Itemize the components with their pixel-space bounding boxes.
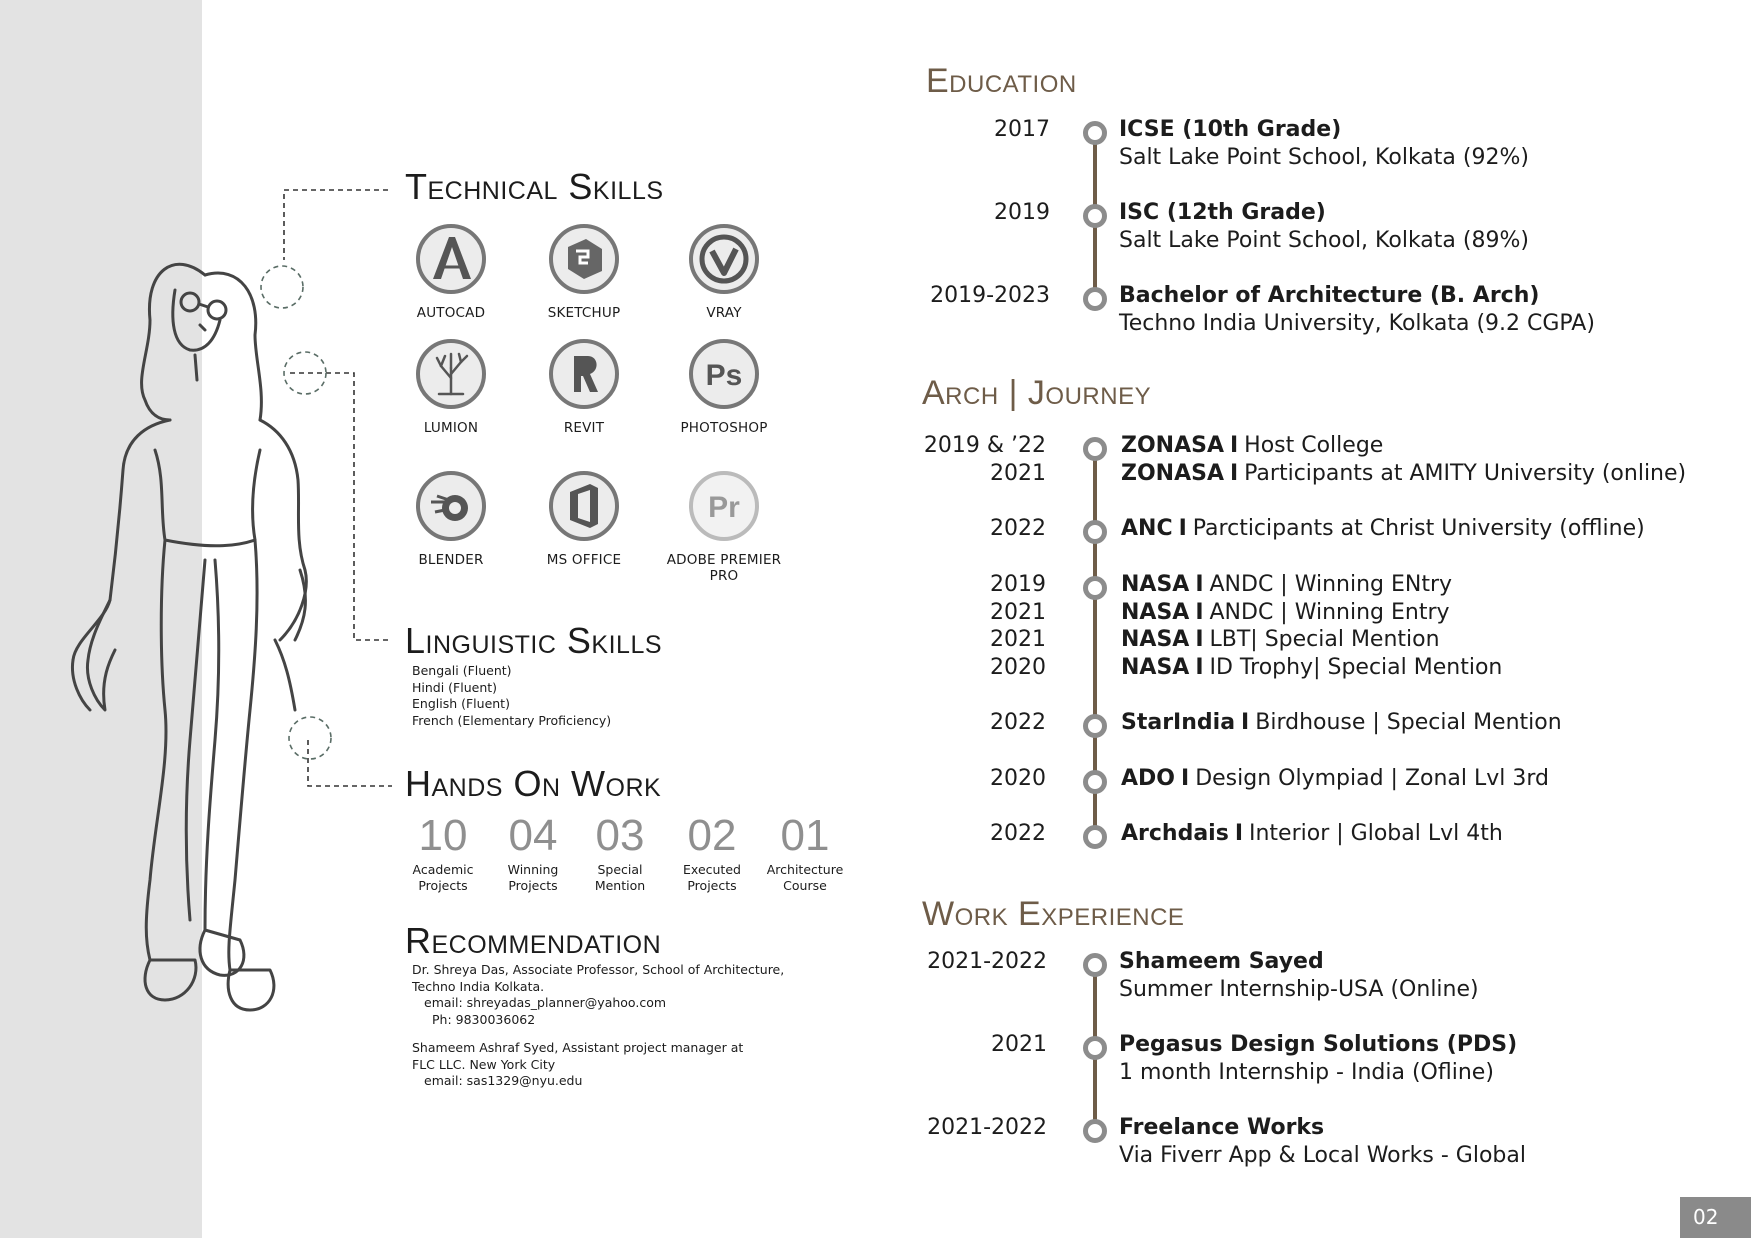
stat-caption: Projects	[687, 878, 737, 893]
timeline-dot	[1083, 287, 1107, 311]
svg-text:Pr: Pr	[708, 491, 740, 524]
work-employer: Shameem Sayed	[1119, 949, 1324, 974]
journey-org: NASA	[1121, 572, 1190, 597]
journey-entry	[1121, 432, 1383, 460]
technical-skills-title: Technical Skills	[405, 166, 664, 207]
revit-icon	[548, 338, 620, 410]
skill-label: SKETCHUP	[547, 305, 621, 321]
language-item: Hindi (Fluent)	[412, 679, 498, 695]
page-number: 02	[1693, 1205, 1719, 1229]
work-employer: Freelance Works	[1119, 1115, 1325, 1140]
journey-year: 2019	[990, 572, 1046, 597]
education-degree: ICSE (10th Grade)	[1119, 117, 1342, 142]
work-detail: Via Fiverr App & Local Works - Global	[1119, 1143, 1526, 1168]
journey-year: 2020	[990, 655, 1046, 680]
timeline-dot	[1083, 825, 1107, 849]
skill-lumion	[386, 338, 516, 436]
timeline-dot	[1083, 1119, 1107, 1143]
work-year: 2021-2022	[927, 949, 1047, 974]
language-item: French (Elementary Proficiency)	[412, 712, 612, 728]
education-degree: Bachelor of Architecture (B. Arch)	[1119, 283, 1540, 308]
education-detail: Techno India University, Kolkata (9.2 CGPA)	[1119, 311, 1595, 336]
rec-line: Dr. Shreya Das, Associate Professor, School of Architecture,	[412, 962, 785, 977]
skill-label: VRAY	[706, 305, 742, 321]
work-entry	[1119, 1114, 1526, 1170]
timeline-dot	[1083, 520, 1107, 544]
journey-entry	[1121, 571, 1452, 599]
lumion-icon	[415, 338, 487, 410]
journey-text: LBT| Special Mention	[1209, 627, 1440, 652]
journey-year: 2021	[990, 461, 1046, 486]
journey-entry	[1121, 599, 1450, 627]
hands-on-work-title: Hands On Work	[405, 763, 662, 804]
journey-text: Parcticipants at Christ University (offline)	[1192, 516, 1645, 541]
stat-winning-projects	[485, 811, 581, 894]
education-title: Education	[926, 62, 1077, 100]
journey-separator: I	[1241, 710, 1250, 735]
autocad-icon	[415, 223, 487, 295]
skill-label: LUMION	[423, 420, 479, 436]
skill-premiere-pro	[659, 470, 789, 584]
journey-separator: I	[1229, 461, 1239, 486]
photoshop-icon	[688, 338, 760, 410]
rec-line: Shameem Ashraf Syed, Assistant project manager at	[412, 1040, 744, 1055]
education-detail: Salt Lake Point School, Kolkata (92%)	[1119, 145, 1529, 170]
journey-entry	[1121, 460, 1686, 488]
person-line-art-illustration	[55, 240, 355, 1080]
work-employer: Pegasus Design Solutions (PDS)	[1119, 1032, 1518, 1057]
stat-caption: Course	[783, 878, 827, 893]
stat-caption: Executed	[683, 862, 741, 877]
svg-text:Ps: Ps	[705, 359, 743, 392]
stat-caption: Projects	[508, 878, 558, 893]
journey-text: Participants at AMITY University (online)	[1244, 461, 1687, 486]
journey-org: ANC	[1121, 516, 1173, 541]
timeline-dot	[1083, 953, 1107, 977]
stat-executed-projects	[664, 811, 760, 894]
stat-academic-projects	[395, 811, 491, 894]
journey-entry	[1121, 709, 1562, 737]
work-entry	[1119, 1031, 1517, 1087]
skill-photoshop	[659, 338, 789, 436]
skill-revit	[519, 338, 649, 436]
work-detail: Summer Internship-USA (Online)	[1119, 977, 1479, 1002]
ms-office-icon	[548, 470, 620, 542]
sketchup-icon	[548, 223, 620, 295]
stat-caption: Winning	[507, 862, 559, 877]
skill-label: ADOBE PREMIER PRO	[666, 552, 782, 584]
journey-org: NASA	[1121, 655, 1190, 680]
education-year: 2017	[994, 117, 1050, 142]
journey-year: 2019 & ’22	[923, 433, 1046, 458]
journey-separator: I	[1195, 572, 1204, 597]
journey-text: Host College	[1244, 433, 1384, 458]
journey-year: 2020	[990, 766, 1046, 791]
journey-org: Archdais	[1121, 821, 1229, 846]
journey-org: NASA	[1121, 600, 1190, 625]
journey-text: ANDC | Winning ENtry	[1209, 572, 1453, 597]
rec-line: Techno India Kolkata.	[412, 978, 545, 994]
timeline-dot	[1083, 437, 1107, 461]
skill-blender	[386, 470, 516, 568]
vray-icon	[688, 223, 760, 295]
language-item: Bengali (Fluent)	[412, 663, 512, 678]
stat-caption: Academic	[412, 862, 474, 877]
skill-label: MS OFFICE	[546, 552, 622, 568]
journey-org: ADO	[1121, 766, 1175, 791]
language-list	[412, 663, 611, 729]
work-entry	[1119, 948, 1479, 1004]
work-experience-title: Work Experience	[922, 895, 1185, 933]
journey-separator: I	[1178, 516, 1187, 541]
education-entry	[1119, 199, 1529, 255]
journey-year: 2021	[990, 600, 1046, 625]
recommendation-1	[412, 962, 784, 1028]
journey-separator: I	[1181, 766, 1190, 791]
linguistic-skills-title: Linguistic Skills	[405, 620, 663, 661]
recommendation-title: Recommendation	[405, 920, 662, 961]
skill-ms-office	[519, 470, 649, 568]
journey-separator: I	[1234, 821, 1243, 846]
work-year: 2021-2022	[927, 1115, 1047, 1140]
education-detail: Salt Lake Point School, Kolkata (89%)	[1119, 228, 1529, 253]
stat-value: 10	[418, 811, 468, 860]
timeline-dot	[1083, 121, 1107, 145]
stat-value: 01	[780, 811, 830, 860]
journey-text: Design Olympiad | Zonal Lvl 3rd	[1195, 766, 1550, 791]
journey-separator: I	[1195, 655, 1204, 680]
skill-label: AUTOCAD	[416, 305, 486, 321]
stat-value: 03	[595, 811, 645, 860]
stat-caption: Architecture	[766, 862, 844, 877]
skill-label: BLENDER	[418, 552, 484, 568]
journey-year: 2022	[990, 516, 1046, 541]
journey-entry	[1121, 820, 1503, 848]
journey-year: 2022	[990, 821, 1046, 846]
stat-caption: Projects	[418, 878, 468, 893]
skill-label: PHOTOSHOP	[680, 420, 768, 436]
stat-value: 04	[508, 811, 558, 860]
blender-icon	[415, 470, 487, 542]
journey-year: 2022	[990, 710, 1046, 735]
journey-text: ID Trophy| Special Mention	[1209, 655, 1503, 680]
timeline-dot	[1083, 714, 1107, 738]
journey-separator: I	[1195, 600, 1204, 625]
journey-org: ZONASA	[1121, 461, 1224, 486]
rec-line: FLC LLC. New York City	[412, 1056, 556, 1072]
education-entry	[1119, 116, 1529, 172]
page-number-badge	[1680, 1197, 1751, 1238]
timeline-dot	[1083, 576, 1107, 600]
education-entry	[1119, 282, 1595, 338]
language-item: English (Fluent)	[412, 696, 510, 711]
skill-vray	[659, 223, 789, 321]
journey-text: Birdhouse | Special Mention	[1255, 710, 1562, 735]
journey-text: ANDC | Winning Entry	[1209, 600, 1450, 625]
education-year: 2019-2023	[930, 283, 1050, 308]
work-detail: 1 month Internship - India (Ofline)	[1119, 1060, 1494, 1085]
journey-org: ZONASA	[1121, 433, 1224, 458]
journey-title: Arch | Journey	[922, 374, 1152, 412]
journey-entry	[1121, 626, 1440, 654]
journey-org: NASA	[1121, 627, 1190, 652]
journey-entry	[1121, 654, 1502, 682]
timeline-dot	[1083, 204, 1107, 228]
timeline-dot	[1083, 1036, 1107, 1060]
journey-text: Interior | Global Lvl 4th	[1249, 821, 1503, 846]
skill-sketchup	[519, 223, 649, 321]
stat-caption: Mention	[594, 878, 646, 893]
recommendation-2	[412, 1040, 743, 1090]
skill-label: REVIT	[563, 420, 605, 436]
rec-email: email: sas1329@nyu.edu	[424, 1073, 583, 1088]
stat-value: 02	[687, 811, 737, 860]
premiere-pro-icon	[688, 470, 760, 542]
journey-entry	[1121, 765, 1549, 793]
journey-entry	[1121, 515, 1645, 543]
work-year: 2021	[991, 1032, 1047, 1057]
education-degree: ISC (12th Grade)	[1119, 200, 1326, 225]
rec-email: email: shreyadas_planner@yahoo.com	[424, 995, 667, 1010]
journey-separator: I	[1195, 627, 1204, 652]
stat-architecture-course	[757, 811, 853, 894]
rec-phone: Ph: 9830036062	[432, 1011, 536, 1027]
stat-caption: Special	[597, 862, 643, 877]
journey-org: StarIndia	[1121, 710, 1236, 735]
timeline-dot	[1083, 770, 1107, 794]
journey-year: 2021	[990, 627, 1046, 652]
education-year: 2019	[994, 200, 1050, 225]
journey-separator: I	[1229, 433, 1239, 458]
skill-autocad	[386, 223, 516, 321]
stat-special-mention	[572, 811, 668, 894]
